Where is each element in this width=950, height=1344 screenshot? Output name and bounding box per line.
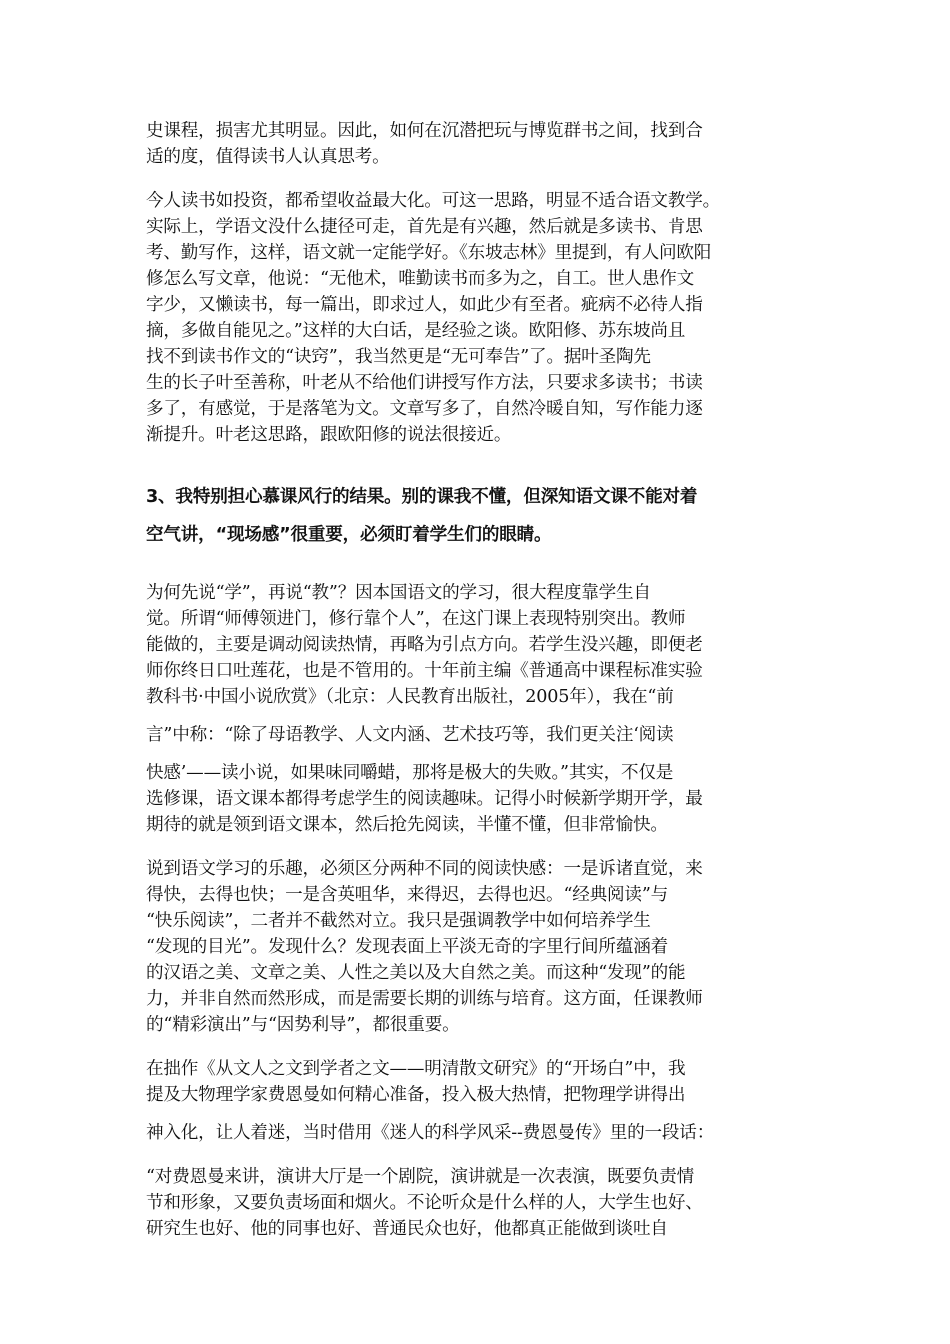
text-line: 空气讲，“现场感”很重要，必须盯着学生们的眼睛。 [146, 525, 552, 545]
text-line: “对费恩曼来讲，演讲大厅是一个剧院，演讲就是一次表演，既要负责情 [146, 1167, 695, 1187]
text-line: 快感’——读小说，如果味同嚼蜡，那将是极大的失败。”其实，不仅是 [146, 763, 674, 783]
text-line: 修怎么写文章，他说：“无他术，唯勤读书而多为之，自工。世人患作文 [146, 269, 695, 289]
text-line: “发现的目光”。发现什么？发现表面上平淡无奇的字里行间所蕴涵着 [146, 937, 669, 957]
text-line: 多了，有感觉，于是落笔为文。文章写多了，自然冷暖自知，写作能力逐 [146, 399, 703, 419]
text-line: 为何先说“学”，再说“教”？因本国语文的学习，很大程度靠学生自 [146, 583, 651, 603]
text-line: 得快，去得也快；一是含英咀华，来得迟，去得也迟。“经典阅读”与 [146, 885, 669, 905]
document-page [146, 118, 814, 1260]
text-line: 选修课，语文课本都得考虑学生的阅读趣味。记得小时候新学期开学，最 [146, 789, 703, 809]
text-line: 神入化，让人着迷，当时借用《迷人的科学风采--费恩曼传》里的一段话： [146, 1123, 715, 1143]
section-heading [146, 478, 814, 554]
text-line: 力，并非自然而然形成，而是需要长期的训练与培育。这方面，任课教师 [146, 989, 703, 1009]
paragraph [146, 188, 814, 448]
text-line: 能做的，主要是调动阅读热情，再略为引点方向。若学生没兴趣，即便老 [146, 635, 703, 655]
text-line: “快乐阅读”，二者并不截然对立。我只是强调教学中如何培养学生 [146, 911, 651, 931]
text-line: 言”中称：“除了母语教学、人文内涵、艺术技巧等，我们更关注‘阅读 [146, 725, 674, 745]
paragraph [146, 1056, 814, 1146]
text-line: 生的长子叶至善称，叶老从不给他们讲授写作方法，只要求多读书；书读 [146, 373, 703, 393]
text-line: 考、勤写作，这样，语文就一定能学好。《东坡志林》里提到，有人问欧阳 [146, 243, 712, 263]
text-line: 今人读书如投资，都希望收益最大化。可这一思路，明显不适合语文教学。 [146, 191, 720, 211]
text-line: 觉。所谓“师傅领进门，修行靠个人”，在这门课上表现特别突出。教师 [146, 609, 686, 629]
text-line: 史课程，损害尤其明显。因此，如何在沉潜把玩与博览群书之间，找到合 [146, 121, 703, 141]
paragraph [146, 118, 814, 170]
text-line: 渐提升。叶老这思路，跟欧阳修的说法很接近。 [146, 425, 512, 445]
text-line: 提及大物理学家费恩曼如何精心准备，投入极大热情，把物理学讲得出 [146, 1085, 686, 1105]
paragraph [146, 580, 814, 838]
paragraph [146, 1164, 814, 1242]
text-line: 适的度，值得读书人认真思考。 [146, 147, 390, 167]
text-line: 的汉语之美、文章之美、人性之美以及大自然之美。而这种“发现”的能 [146, 963, 686, 983]
text-line: 实际上，学语文没什么捷径可走，首先是有兴趣，然后就是多读书、肯思 [146, 217, 703, 237]
text-line: 说到语文学习的乐趣，必须区分两种不同的阅读快感：一是诉诸直觉，来 [146, 859, 703, 879]
text-line: 的“精彩演出”与“因势利导”，都很重要。 [146, 1015, 460, 1035]
text-line: 节和形象，又要负责场面和烟火。不论听众是什么样的人，大学生也好、 [146, 1193, 703, 1213]
text-line: 找不到读书作文的“诀窍”，我当然更是“无可奉告”了。据叶圣陶先 [146, 347, 651, 367]
text-line: 研究生也好、他的同事也好、普通民众也好，他都真正能做到谈吐自 [146, 1219, 668, 1239]
text-line: 师你终日口吐莲花，也是不管用的。十年前主编《普通高中课程标准实验 [146, 661, 703, 681]
text-line: 字少，又懒读书，每一篇出，即求过人，如此少有至者。疵病不必待人指 [146, 295, 703, 315]
text-line: 期待的就是领到语文课本，然后抢先阅读，半懂不懂，但非常愉快。 [146, 815, 668, 835]
text-line: 教科书·中国小说欣赏》（北京：人民教育出版社，2005年），我在“前 [146, 687, 674, 707]
text-line: 在拙作《从文人之文到学者之文——明清散文研究》的“开场白”中，我 [146, 1059, 686, 1079]
text-line: 摘，多做自能见之。”这样的大白话，是经验之谈。欧阳修、苏东坡尚且 [146, 321, 686, 341]
paragraph [146, 856, 814, 1038]
text-line: 3、我特别担心慕课风行的结果。别的课我不懂，但深知语文课不能对着 [146, 487, 698, 507]
